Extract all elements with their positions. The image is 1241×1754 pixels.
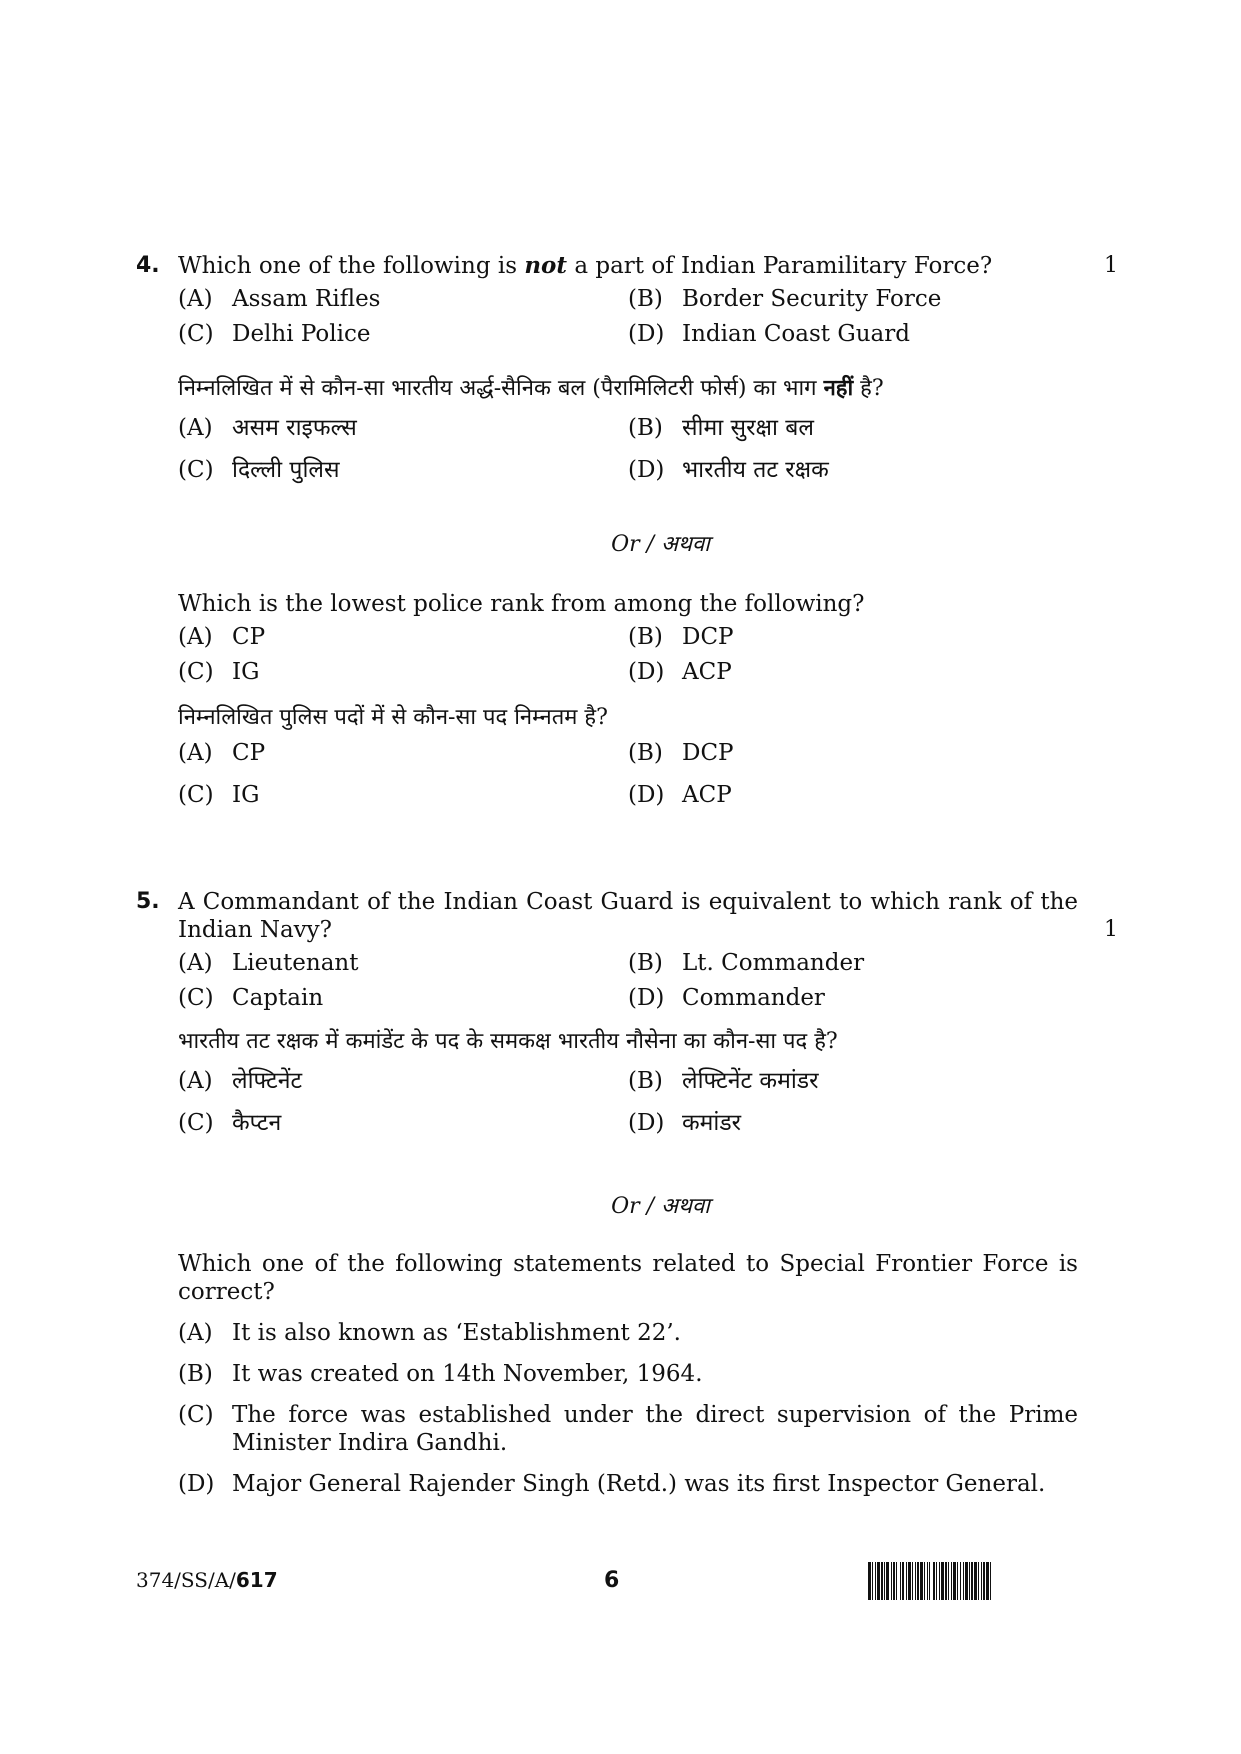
option-c: (C) Captain: [178, 985, 324, 1011]
alt-options-en: [178, 620, 1078, 690]
marks: 1: [1104, 253, 1118, 278]
or-separator-q4: Or / अथवा: [611, 532, 710, 557]
question-5-header: [136, 888, 1126, 944]
alt-option-b-hi: (B) DCP: [628, 740, 734, 766]
alt-option-d: (D) ACP: [628, 659, 732, 685]
option-a-hi: (A) असम राइफल्स: [178, 415, 357, 441]
alt-option-a: (A) It is also known as ‘Establishment 22’.: [178, 1320, 681, 1346]
alt-option-c: (C) IG: [178, 659, 260, 685]
option-b-hi: (B) लेफ्टिनेंट कमांडर: [628, 1068, 819, 1094]
option-d: (D) Indian Coast Guard: [628, 321, 910, 347]
question-4: [136, 252, 1126, 491]
paper-code: 374/SS/A/617: [136, 1568, 278, 1592]
option-d-hi: (D) कमांडर: [628, 1110, 742, 1136]
barcode-icon: [868, 1562, 1130, 1600]
options-en: [178, 282, 1078, 352]
alt-option-b: (B) DCP: [628, 624, 734, 650]
question-text-hindi: निम्नलिखित में से कौन-सा भारतीय अर्द्ध-सैनिक बल (पैरामिलिटरी फोर्स) का भाग नहीं है?: [178, 375, 884, 401]
option-c-hi: (C) दिल्ली पुलिस: [178, 457, 340, 483]
page-number: 6: [604, 1568, 620, 1593]
question-number: 5.: [136, 889, 160, 914]
option-b: (B) Lt. Commander: [628, 950, 865, 976]
option-c-hi: (C) कैप्टन: [178, 1110, 282, 1136]
options-hi: [178, 407, 1078, 491]
option-a: (A) Assam Rifles: [178, 286, 381, 312]
alt-question-text-hindi: निम्नलिखित पुलिस पदों में से कौन-सा पद निम्नतम है?: [178, 705, 608, 730]
question-text: Which one of the following is not a part of Indian Paramilitary Force?: [178, 252, 993, 279]
question-4-alternative: [136, 590, 1126, 816]
option-b: (B) Border Security Force: [628, 286, 942, 312]
question-text: A Commandant of the Indian Coast Guard is equivalent to which rank of the Indian Navy?: [178, 889, 1078, 943]
alt-option-c: (C) The force was established under the direct supervision of the Prime Minister Indira Gandhi.: [178, 1402, 1078, 1456]
alt-option-a: (A) CP: [178, 624, 266, 650]
options-en: [178, 946, 1078, 1016]
question-4-header: [136, 252, 1126, 280]
alt-option-a-hi: (A) CP: [178, 740, 266, 766]
option-b-hi: (B) सीमा सुरक्षा बल: [628, 415, 814, 441]
options-hi: [178, 1060, 1078, 1144]
question-text-hindi: भारतीय तट रक्षक में कमांडेंट के पद के समकक्ष भारतीय नौसेना का कौन-सा पद है?: [178, 1029, 838, 1054]
alt-option-b: (B) It was created on 14th November, 1964.: [178, 1361, 703, 1387]
option-a: (A) Lieutenant: [178, 950, 359, 976]
question-5-alternative: [136, 1250, 1126, 1498]
question-number: 4.: [136, 253, 160, 278]
option-a-hi: (A) लेफ्टिनेंट: [178, 1068, 303, 1094]
page-footer: [136, 1568, 1126, 1608]
alt-options: [178, 1319, 1126, 1498]
alt-options-hi: [178, 732, 1078, 816]
alt-option-d: (D) Major General Rajender Singh (Retd.) was its first Inspector General.: [178, 1471, 1046, 1497]
alt-question-text: Which is the lowest police rank from among the following?: [178, 591, 865, 617]
option-d-hi: (D) भारतीय तट रक्षक: [628, 457, 829, 483]
emphasis-not: not: [524, 252, 568, 279]
option-d: (D) Commander: [628, 985, 825, 1011]
option-c: (C) Delhi Police: [178, 321, 371, 347]
alt-option-c-hi: (C) IG: [178, 782, 260, 808]
alt-question-text: Which one of the following statements related to Special Frontier Force is correct?: [178, 1251, 1078, 1305]
marks: 1: [1104, 917, 1118, 942]
or-separator-q5: Or / अथवा: [611, 1194, 710, 1219]
question-5: [136, 888, 1126, 1144]
alt-option-d-hi: (D) ACP: [628, 782, 732, 808]
